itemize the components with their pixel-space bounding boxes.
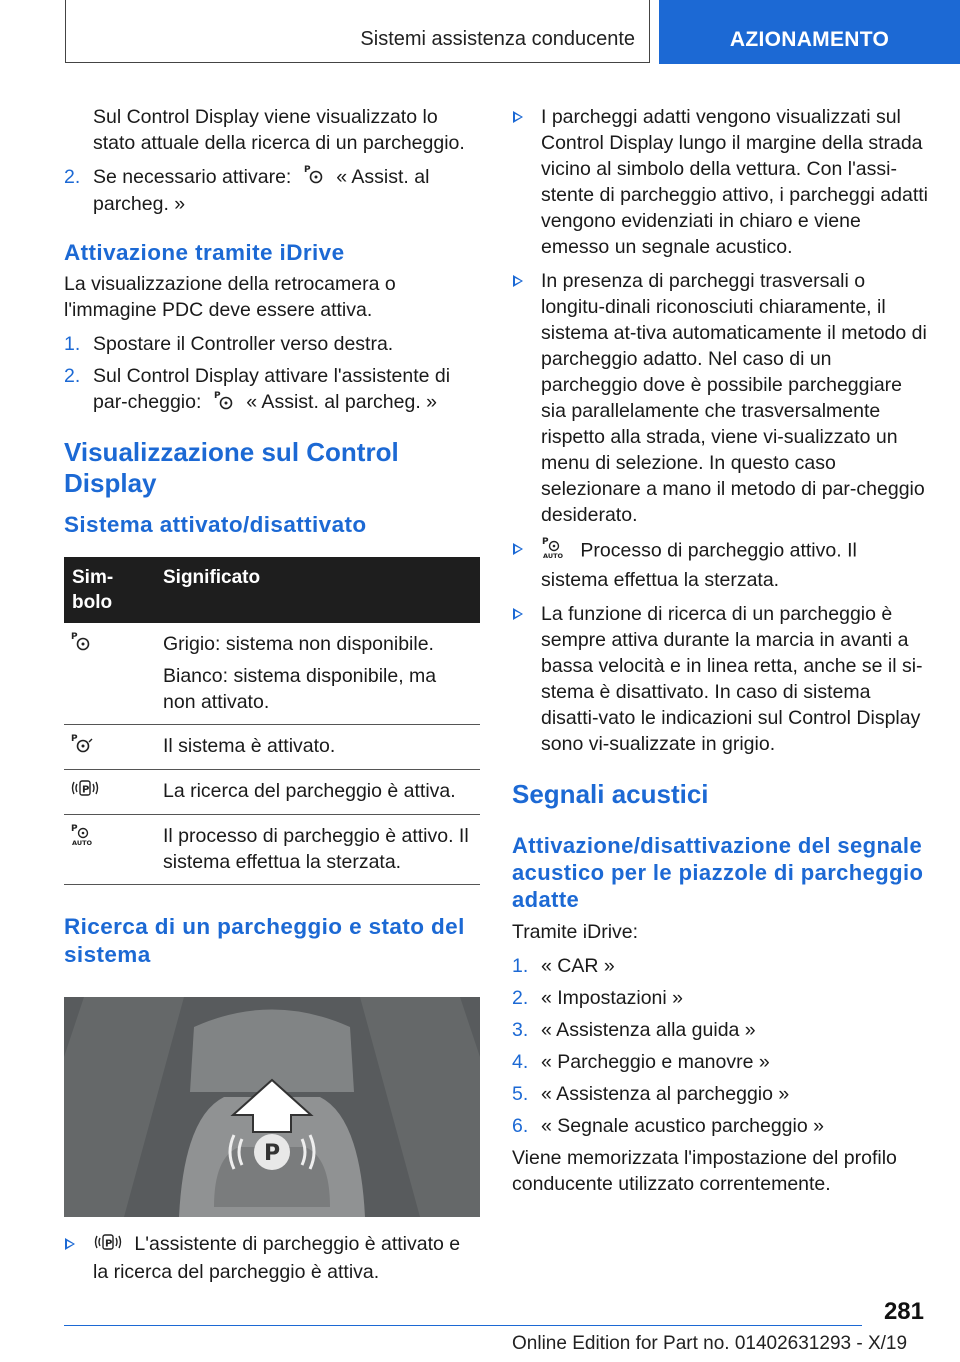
bullet-text: L'assistente di parcheggio è attivato e la ricerca del parcheggio è attiva. xyxy=(93,1233,461,1283)
table-header-row xyxy=(64,557,480,623)
svg-text:AUTO: AUTO xyxy=(72,839,93,848)
list-item xyxy=(512,1081,928,1107)
idrive-heading: Attivazione tramite iDrive xyxy=(64,240,345,266)
bullet-triangle-icon xyxy=(65,1238,75,1250)
column-header-symbol: Sim-bolo xyxy=(64,557,155,623)
svg-text:P: P xyxy=(264,1141,281,1167)
park-assist-icon xyxy=(303,164,325,191)
idrive-text: La visualizzazione della retrocamera o l'immagine PDC deve essere attiva. xyxy=(64,273,396,322)
bullet-text: La funzione di ricerca di un parcheggio è sempre attiva durante la marcia in avanti a bassa velocità e in linea retta, anche se il si-stema è disattivato. In caso di sistema disatti-vato le indicazioni sul Control Display sono vi-sualizzate in grigio. xyxy=(541,603,923,755)
bullet-triangle-icon xyxy=(513,608,523,620)
list-item xyxy=(64,1231,480,1284)
step-text: Spostare il Controller verso destra. xyxy=(93,333,394,356)
step-menu-text: « Assist. al parcheg. » xyxy=(93,166,430,216)
symbol-table xyxy=(64,557,480,886)
table-cell-text: Il processo di parcheggio è attivo. Il sistema effettua la sterzata. xyxy=(155,815,480,885)
parking-search-icon xyxy=(70,778,100,805)
park-auto-icon xyxy=(541,536,567,567)
step-number: 1. xyxy=(512,955,529,977)
table-row xyxy=(64,770,480,815)
page-number: 281 xyxy=(883,1298,924,1325)
step-text: Se necessario attivare: xyxy=(93,166,292,188)
step-number: 2. xyxy=(64,166,81,188)
table-row xyxy=(64,815,480,885)
step-number: 2. xyxy=(64,365,81,388)
step-number: 6. xyxy=(512,1115,529,1137)
left-column xyxy=(64,100,480,1285)
list-item xyxy=(512,985,928,1011)
svg-text:P: P xyxy=(542,537,549,547)
list-item xyxy=(512,1017,928,1043)
chapter-tab xyxy=(659,0,960,64)
table-row xyxy=(64,724,480,769)
column-header-meaning: Significato xyxy=(155,557,480,623)
step-number: 4. xyxy=(512,1051,529,1073)
table-row xyxy=(64,623,480,725)
step-text: « Impostazioni » xyxy=(541,987,683,1009)
park-assist-active-icon xyxy=(70,733,94,760)
step-text: « Segnale acustico parcheggio » xyxy=(541,1115,824,1137)
section-tab xyxy=(65,0,650,63)
step-number: 2. xyxy=(512,987,529,1009)
step-text: « Assistenza al parcheggio » xyxy=(541,1083,790,1105)
list-item xyxy=(64,331,480,357)
list-item xyxy=(64,164,480,217)
step-text: « CAR » xyxy=(541,955,615,977)
svg-text:P: P xyxy=(213,390,221,401)
park-assist-grey-icon xyxy=(70,631,92,658)
list-item xyxy=(64,363,480,416)
svg-text:P: P xyxy=(303,165,311,176)
page-header xyxy=(65,0,960,64)
parking-search-icon xyxy=(93,1232,123,1259)
svg-text:P: P xyxy=(82,784,90,796)
table-cell-text: La ricerca del parcheggio è attiva. xyxy=(155,770,480,815)
intro-text: Sul Control Display viene visualizzato lo stato attuale della ricerca di un parcheggio. xyxy=(93,106,465,154)
chapter-title: AZIONAMENTO xyxy=(729,28,890,51)
list-item xyxy=(512,1113,928,1139)
bullet-triangle-icon xyxy=(513,543,523,555)
search-heading: Ricerca di un parcheggio e stato del sistema xyxy=(64,914,465,968)
table-cell-text: Bianco: sistema disponibile, ma non attivato. xyxy=(163,664,437,713)
step-number: 3. xyxy=(512,1019,529,1041)
step-menu-text: « Assist. al parcheg. » xyxy=(246,391,438,414)
step-number: 1. xyxy=(64,333,81,356)
display-heading: Visualizzazione sul Control Display xyxy=(64,436,399,498)
list-item xyxy=(512,1049,928,1075)
footer-edition: Online Edition for Part no. 01402631293 - X/19 xyxy=(512,1333,908,1354)
svg-text:P: P xyxy=(71,632,78,643)
bullet-text: Processo di parcheggio attivo. Il sistema effettua la sterzata. xyxy=(541,539,857,591)
sound-heading: Segnali acustici xyxy=(512,779,709,809)
bullet-text: In presenza di parcheggi trasversali o longitu-dinali riconosciuti chiaramente, il sistema at-tiva automaticamente il metodo di parcheggio adatto. Nel caso di un parcheggio dove è possibile parcheggiare sia parallelamente che trasversalmente rispetto alla strada, viene vi-sualizzato un menu di selezione. In questo caso selezionare a mano il metodo di par-cheggio desiderato. xyxy=(541,270,927,526)
list-item xyxy=(512,601,928,757)
sound-subheading: Attivazione/disattivazione del segnale acustico per le piazzole di parcheggio adatte xyxy=(512,833,924,912)
list-item xyxy=(512,268,928,528)
bullet-text: I parcheggi adatti vengono visualizzati sul Control Display lungo il margine della strada vicino al simbolo della vettura. Con l'assi-stente di parcheggio attivo, i parcheggi adatti vengono evidenziati in chiaro e viene emesso un segnale acustico. xyxy=(541,106,929,258)
park-assist-icon xyxy=(213,390,235,417)
list-item xyxy=(512,536,928,593)
table-cell-text: Il sistema è attivato. xyxy=(155,724,480,769)
park-auto-icon xyxy=(70,823,96,854)
step-text: « Parcheggio e manovre » xyxy=(541,1051,770,1073)
step-text: Sul Control Display attivare l'assistente di par-cheggio: xyxy=(93,365,451,414)
table-cell-text: Grigio: sistema non disponibile. xyxy=(163,632,434,655)
section-title: Sistemi assistenza conducente xyxy=(360,28,635,50)
outro-text: Viene memorizzata l'impostazione del profilo conducente utilizzato correntemente. xyxy=(512,1147,897,1195)
footer-divider xyxy=(64,1325,862,1326)
svg-text:P: P xyxy=(71,734,78,745)
right-column xyxy=(512,100,928,1197)
system-heading: Sistema attivato/disattivato xyxy=(64,511,367,537)
svg-text:P: P xyxy=(71,824,78,835)
step-text: « Assistenza alla guida » xyxy=(541,1019,756,1041)
list-item xyxy=(512,953,928,979)
bullet-triangle-icon xyxy=(513,275,523,287)
svg-text:P: P xyxy=(105,1238,113,1250)
step-number: 5. xyxy=(512,1083,529,1105)
svg-text:AUTO: AUTO xyxy=(543,552,564,560)
sound-intro: Tramite iDrive: xyxy=(512,921,639,943)
bullet-triangle-icon xyxy=(513,111,523,123)
list-item xyxy=(512,104,928,260)
parking-search-figure xyxy=(64,997,480,1217)
